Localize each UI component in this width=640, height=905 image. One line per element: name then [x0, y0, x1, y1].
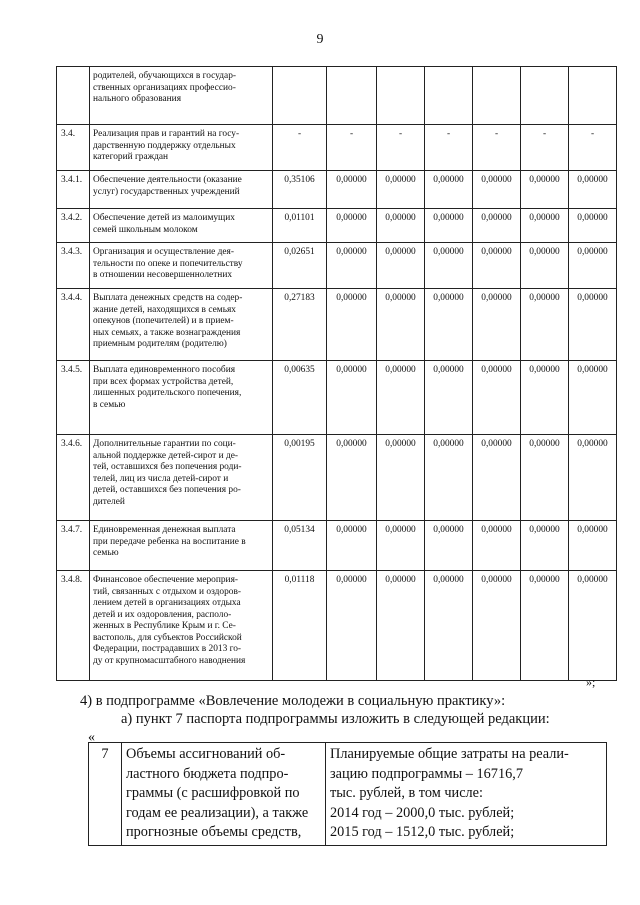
value-cell: 0,00000	[569, 243, 617, 289]
value-cell: 0,01118	[273, 571, 327, 681]
row-name-line: Федерации, пострадавших в 2013 го-	[93, 644, 242, 654]
table-row	[57, 209, 617, 243]
passport-item-number: 7	[89, 743, 122, 846]
value-cell	[425, 67, 473, 125]
row-name-line: при всех формах устройства детей,	[93, 376, 234, 387]
row-name-line: родителей, обучающихся в государ-	[93, 71, 237, 81]
value-cell	[569, 67, 617, 125]
row-number: 3.4.5.	[57, 361, 90, 435]
table-row	[57, 67, 617, 125]
passport-line: граммы (с расшифровкой по	[126, 785, 300, 801]
row-name-line: Финансовое обеспечение мероприя-	[93, 575, 239, 585]
table-row	[57, 125, 617, 171]
table-row	[57, 435, 617, 521]
row-name-line: Обеспечение деятельности (оказание	[93, 175, 242, 185]
row-name-line: вастополь, для субъектов Российской	[93, 632, 242, 643]
value-cell: 0,00000	[521, 521, 569, 571]
passport-line: годам ее реализации), а также	[126, 804, 309, 821]
value-cell: 0,35106	[273, 171, 327, 209]
value-cell: 0,02651	[273, 243, 327, 289]
row-name-line: Обеспечение детей из малоимущих	[93, 213, 235, 223]
value-cell: 0,00000	[425, 361, 473, 435]
value-cell: 0,00000	[473, 361, 521, 435]
value-cell: 0,00000	[521, 435, 569, 521]
value-cell: 0,00000	[569, 435, 617, 521]
value-cell: 0,00000	[521, 289, 569, 361]
row-name-line: Выплата единовременного пособия	[93, 365, 236, 375]
value-cell: 0,00000	[327, 435, 377, 521]
value-cell: 0,27183	[273, 289, 327, 361]
row-name	[90, 521, 273, 571]
row-name-line: детей и их оздоровления, располо-	[93, 609, 232, 620]
value-cell: 0,00000	[521, 361, 569, 435]
value-cell: 0,00000	[521, 571, 569, 681]
row-name-line: телей, лиц из числа детей-сирот и	[93, 473, 229, 484]
passport-line: тыс. рублей, в том числе:	[330, 785, 483, 801]
row-name-line: дителей	[93, 496, 125, 507]
table-row	[57, 289, 617, 361]
row-name-line: при передаче ребенка на воспитание в	[93, 536, 246, 547]
value-cell: 0,05134	[273, 521, 327, 571]
passport-line: прогнозные объемы средств,	[126, 824, 302, 840]
passport-line: 2015 год – 1512,0 тыс. рублей;	[330, 824, 515, 840]
value-cell: 0,00000	[425, 435, 473, 521]
row-name-line: лишенных родительского попечения,	[93, 388, 242, 398]
value-cell: -	[473, 125, 521, 171]
page-number: 9	[316, 32, 324, 47]
value-cell: 0,00000	[377, 289, 425, 361]
opening-quote-mark: «	[88, 730, 95, 745]
value-cell: 0,00000	[569, 289, 617, 361]
value-cell: -	[377, 125, 425, 171]
row-name-line: лением детей в организациях отдыха	[93, 598, 241, 608]
value-cell: 0,00000	[327, 171, 377, 209]
row-name	[90, 571, 273, 681]
row-name-line: жание детей, находящихся в семьях	[93, 304, 236, 315]
row-name	[90, 125, 273, 171]
row-name	[90, 209, 273, 243]
value-cell: 0,00000	[327, 361, 377, 435]
row-name-line: опекунов (попечителей) и в прием-	[93, 316, 234, 326]
table-row	[57, 243, 617, 289]
value-cell: 0,00000	[569, 171, 617, 209]
row-number: 3.4.2.	[57, 209, 90, 243]
value-cell	[273, 67, 327, 125]
value-cell: 0,00000	[569, 571, 617, 681]
passport-item-title	[122, 743, 326, 846]
row-name	[90, 243, 273, 289]
table-row	[57, 571, 617, 681]
row-name-line: услуг) государственных учреждений	[93, 186, 240, 197]
value-cell: 0,00000	[425, 209, 473, 243]
row-name-line: категорий граждан	[93, 152, 169, 162]
value-cell: 0,00000	[327, 289, 377, 361]
paragraph-line-2: а) пункт 7 паспорта подпрограммы изложить в следующей редакции:	[121, 711, 550, 727]
row-number: 3.4.8.	[57, 571, 90, 681]
value-cell: -	[327, 125, 377, 171]
value-cell: 0,00000	[425, 289, 473, 361]
table-row	[57, 171, 617, 209]
row-name	[90, 67, 273, 125]
row-number: 3.4.6.	[57, 435, 90, 521]
value-cell: 0,00000	[473, 521, 521, 571]
row-name-line: альной поддержке детей-сирот и де-	[93, 450, 239, 461]
passport-table	[88, 742, 607, 846]
row-name-line: Выплата денежных средств на содер-	[93, 293, 243, 303]
row-name-line: тей, оставшихся без попечения роди-	[93, 462, 242, 472]
value-cell: 0,00000	[377, 209, 425, 243]
table-row	[57, 521, 617, 571]
row-name-line: приемным родителям (родителю)	[93, 339, 227, 349]
value-cell: 0,00000	[473, 171, 521, 209]
passport-line: Объемы ассигнований об-	[126, 746, 286, 762]
row-name-line: семью	[93, 548, 119, 558]
row-name-line: ственных организациях профессио-	[93, 82, 236, 93]
value-cell: 0,00635	[273, 361, 327, 435]
value-cell: 0,00000	[569, 209, 617, 243]
row-name	[90, 171, 273, 209]
row-name-line: Организация и осуществление дея-	[93, 247, 234, 257]
value-cell: 0,00000	[521, 209, 569, 243]
row-name-line: ду от крупномасштабного наводнения	[93, 655, 246, 666]
row-number	[57, 67, 90, 125]
row-name-line: нального образования	[93, 94, 182, 104]
value-cell	[377, 67, 425, 125]
passport-line: зацию подпрограммы – 16716,7	[330, 765, 523, 782]
passport-line: 2014 год – 2000,0 тыс. рублей;	[330, 804, 515, 821]
row-name-line: тий, связанных с отдыхом и оздоров-	[93, 586, 242, 597]
value-cell: 0,00000	[473, 289, 521, 361]
value-cell: 0,00000	[327, 243, 377, 289]
value-cell: 0,00000	[377, 435, 425, 521]
passport-item-value	[326, 743, 607, 846]
value-cell: 0,00000	[327, 209, 377, 243]
value-cell: -	[521, 125, 569, 171]
value-cell: 0,00000	[377, 521, 425, 571]
row-name-line: детей, оставшихся без попечения ро-	[93, 485, 241, 495]
value-cell: 0,00000	[327, 571, 377, 681]
table-row	[57, 361, 617, 435]
value-cell	[521, 67, 569, 125]
row-name-line: женных в Республике Крым и г. Се-	[93, 621, 236, 631]
value-cell: 0,00000	[377, 243, 425, 289]
paragraph-line-1: 4) в подпрограмме «Вовлечение молодежи в социальную практику»:	[80, 693, 506, 709]
value-cell: 0,00000	[569, 521, 617, 571]
row-name-line: в семью	[93, 399, 126, 410]
closing-quote-mark: »;	[586, 675, 596, 689]
value-cell	[473, 67, 521, 125]
passport-line: ластного бюджета подпро-	[126, 765, 289, 782]
row-name-line: в отношении несовершеннолетних	[93, 270, 233, 280]
row-name-line: Дополнительные гарантии по соци-	[93, 439, 236, 449]
value-cell: 0,00000	[425, 243, 473, 289]
row-number: 3.4.4.	[57, 289, 90, 361]
row-name	[90, 289, 273, 361]
value-cell: 0,00000	[377, 361, 425, 435]
value-cell: 0,00000	[521, 171, 569, 209]
funding-table	[56, 66, 617, 681]
value-cell: 0,00000	[473, 571, 521, 681]
value-cell: 0,00000	[473, 209, 521, 243]
value-cell: 0,00195	[273, 435, 327, 521]
value-cell: 0,01101	[273, 209, 327, 243]
value-cell: 0,00000	[425, 571, 473, 681]
value-cell: -	[569, 125, 617, 171]
value-cell: 0,00000	[569, 361, 617, 435]
row-name-line: Реализация прав и гарантий на госу-	[93, 129, 240, 139]
value-cell: -	[273, 125, 327, 171]
value-cell	[327, 67, 377, 125]
row-name-line: семей школьным молоком	[93, 224, 198, 235]
row-name-line: тельности по опеке и попечительству	[93, 258, 243, 269]
row-name-line: дарственную поддержку отдельных	[93, 140, 236, 151]
value-cell: 0,00000	[425, 171, 473, 209]
value-cell: 0,00000	[473, 243, 521, 289]
value-cell: 0,00000	[377, 171, 425, 209]
row-number: 3.4.1.	[57, 171, 90, 209]
row-name-line: ных семьях, а также вознаграждения	[93, 327, 241, 338]
row-name	[90, 361, 273, 435]
value-cell: 0,00000	[473, 435, 521, 521]
row-number: 3.4.7.	[57, 521, 90, 571]
value-cell: 0,00000	[425, 521, 473, 571]
value-cell: 0,00000	[327, 521, 377, 571]
value-cell: 0,00000	[377, 571, 425, 681]
passport-row	[89, 743, 607, 846]
value-cell: 0,00000	[521, 243, 569, 289]
passport-line: Планируемые общие затраты на реали-	[330, 746, 569, 762]
row-number: 3.4.	[57, 125, 90, 171]
row-name-line: Единовременная денежная выплата	[93, 525, 236, 535]
row-name	[90, 435, 273, 521]
row-number: 3.4.3.	[57, 243, 90, 289]
value-cell: -	[425, 125, 473, 171]
